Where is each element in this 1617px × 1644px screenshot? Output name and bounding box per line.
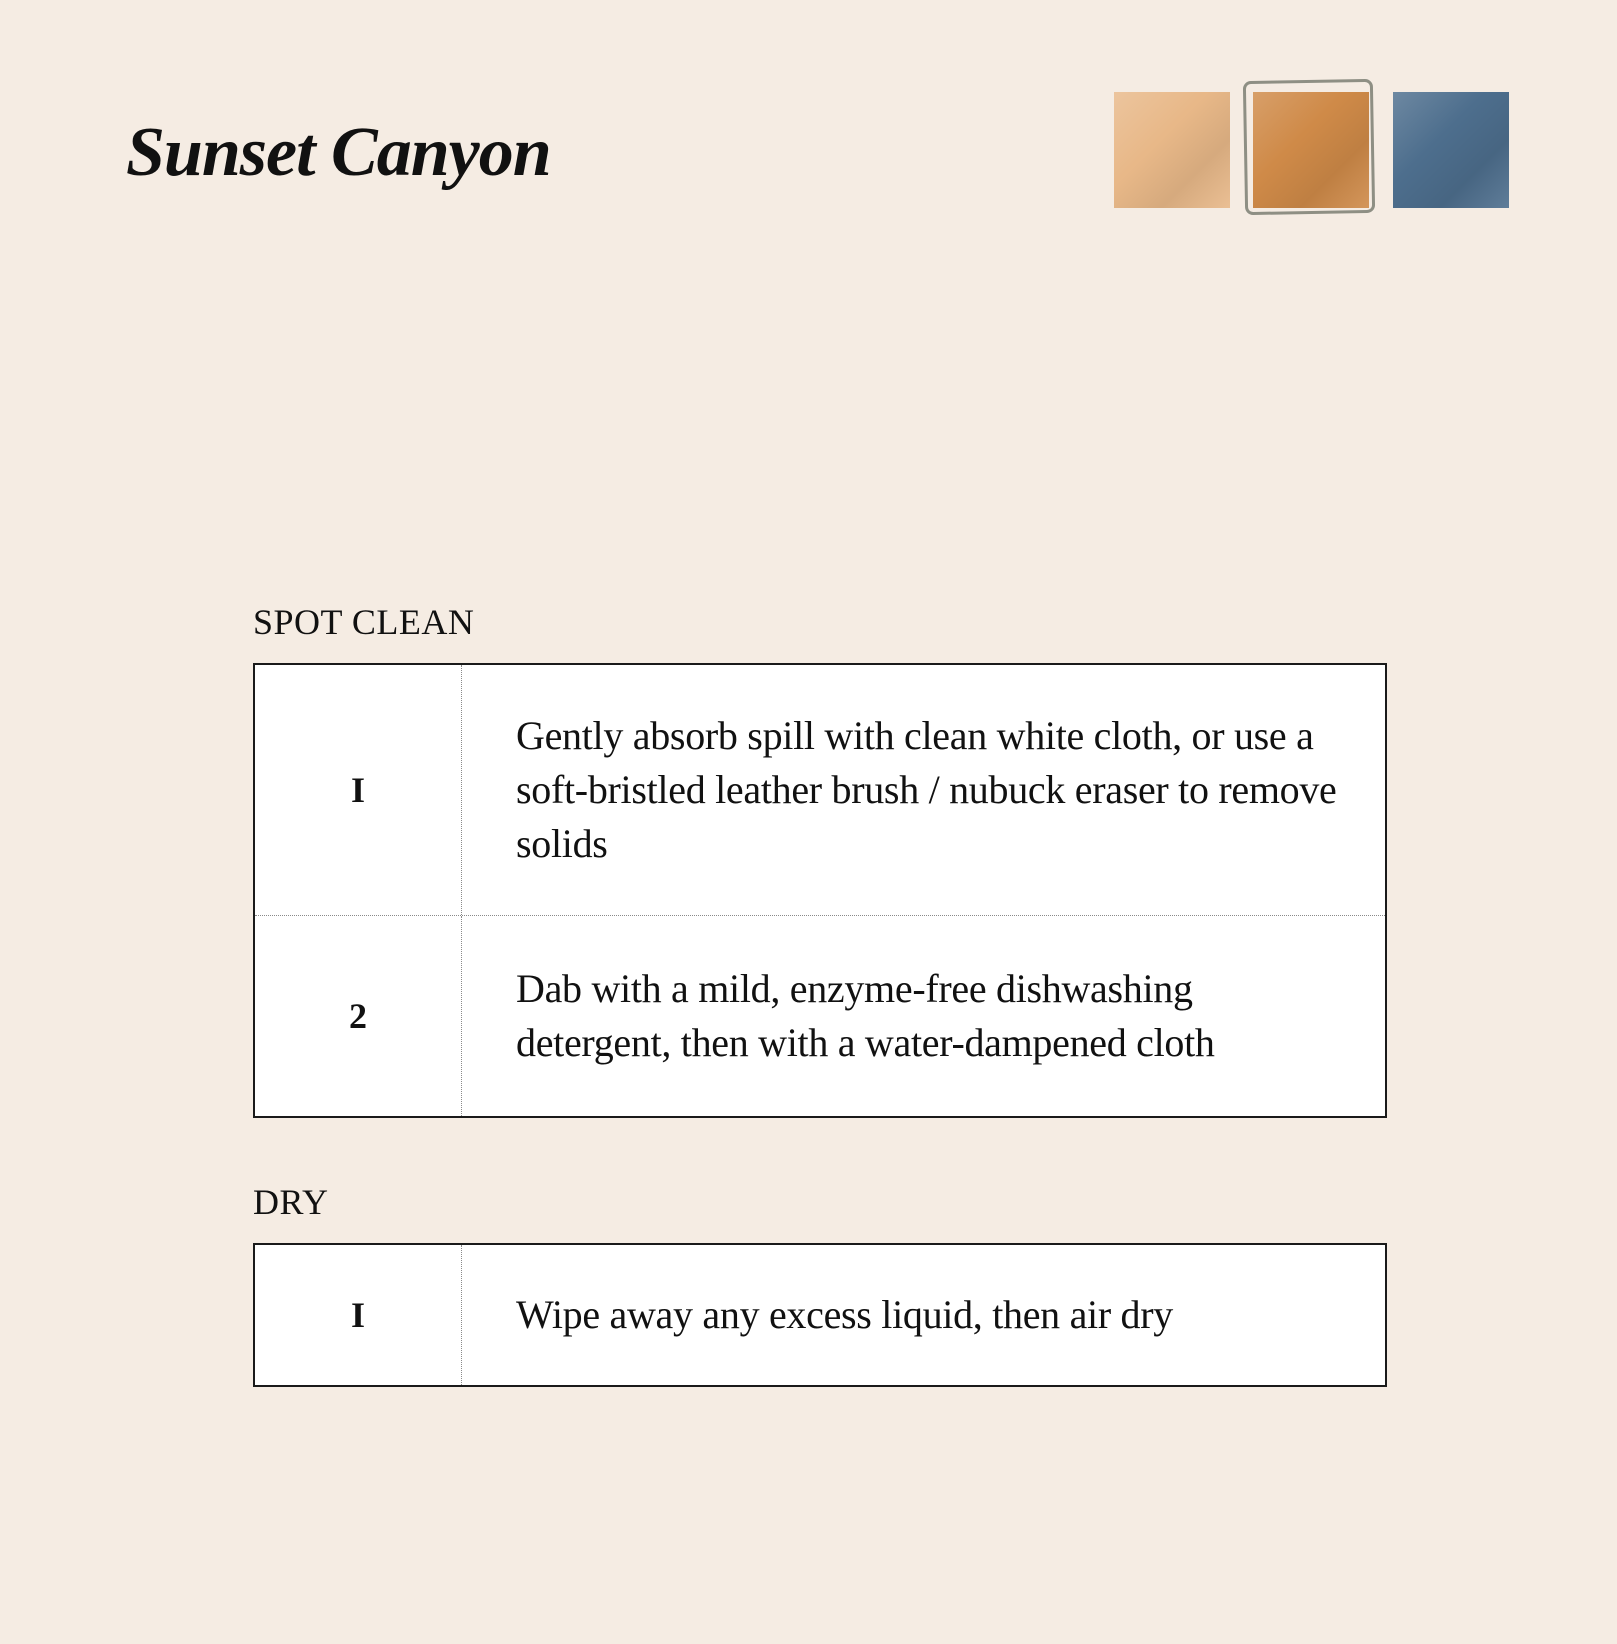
section-heading-dry: DRY xyxy=(253,1182,329,1222)
step-text: Dab with a mild, enzyme-free dishwashing detergent, then with a water-dampened cloth xyxy=(516,966,1215,1065)
swatch-sunset[interactable] xyxy=(1253,92,1369,208)
spot-clean-table xyxy=(253,663,1387,1118)
color-swatches xyxy=(1114,92,1509,208)
table-row xyxy=(255,1245,1385,1385)
swatch-slate-blue[interactable] xyxy=(1393,92,1509,208)
step-text: Wipe away any excess liquid, then air dry xyxy=(516,1292,1173,1337)
table-row xyxy=(255,665,1385,915)
table-row xyxy=(255,915,1385,1116)
step-number: I xyxy=(255,665,462,915)
product-title: Sunset Canyon xyxy=(126,114,551,191)
step-number: 2 xyxy=(255,916,462,1116)
swatch-sand[interactable] xyxy=(1114,92,1230,208)
step-text: Gently absorb spill with clean white cloth, or use a soft-bristled leather brush / nubuck eraser to remove solids xyxy=(516,713,1337,866)
section-heading-spot-clean: SPOT CLEAN xyxy=(253,602,475,642)
dry-table xyxy=(253,1243,1387,1387)
step-number: I xyxy=(255,1245,462,1385)
